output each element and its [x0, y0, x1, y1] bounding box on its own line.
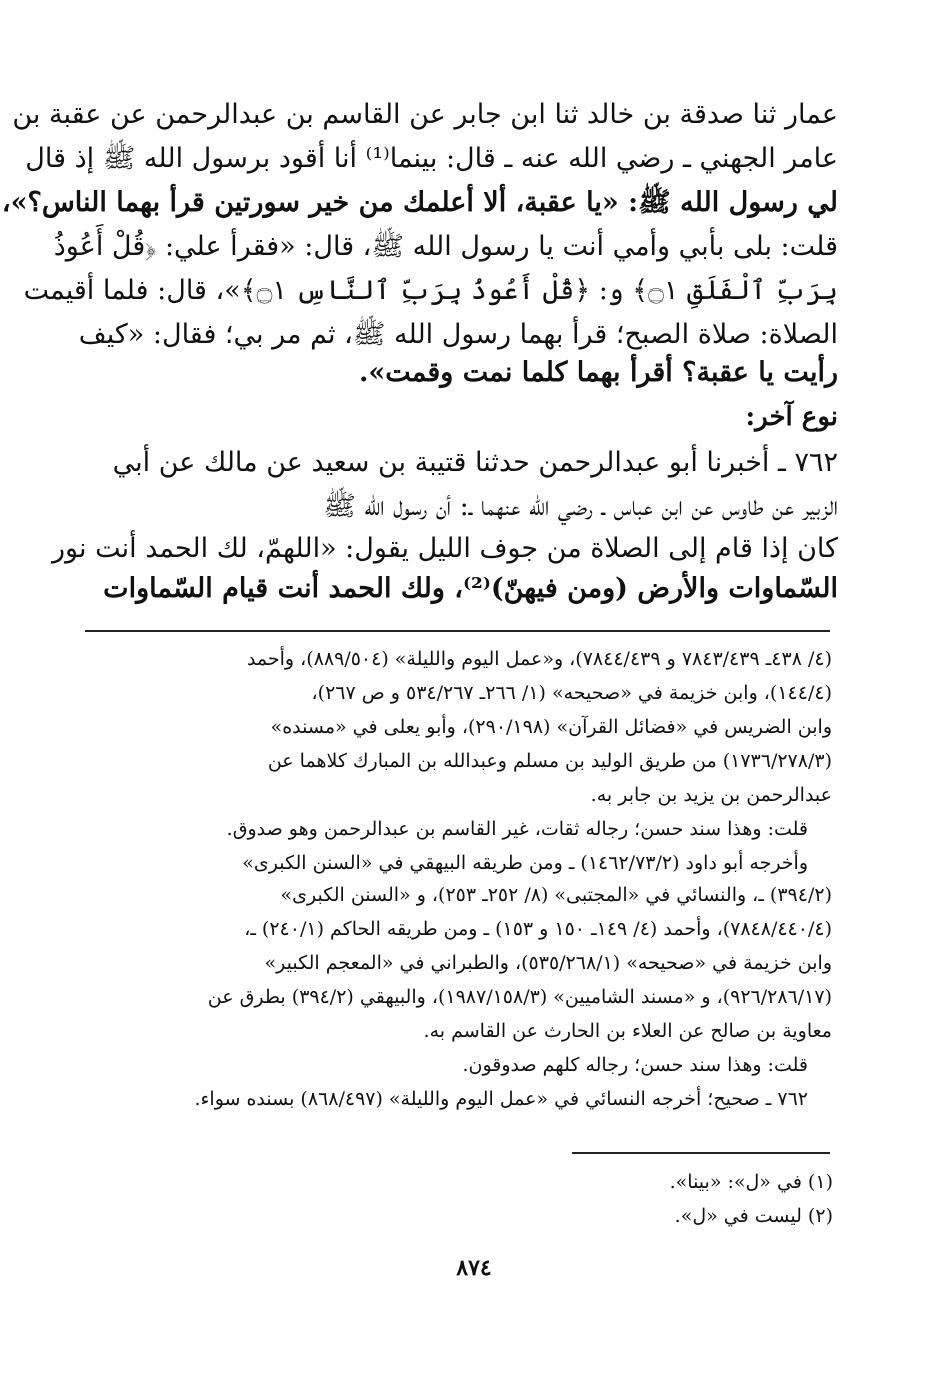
- commentary-line: قلت: وهذا سند حسن؛ رجاله كلهم صدوقون.: [462, 1054, 808, 1076]
- note-line: (٢) ليست في «ل».: [674, 1205, 833, 1227]
- hadith-line: الزبير عن طاوس عن ابن عباس ـ رضي الله عنهما ـ: أن رسول الله ﷺ: [323, 491, 838, 522]
- body-line: الصلاة: صلاة الصبح؛ قرأ بهما رسول الله ﷺ، ثم مر بي؛ فقال: «كيف: [78, 319, 838, 350]
- commentary-line: وأخرجه أبو داود (١٤٦٢/٧٣/٢) ـ ومن طريقه البيهقي في «السنن الكبرى»: [242, 852, 808, 874]
- commentary-line: (١٧٣٦/٢٧٨/٣) من طريق الوليد بن مسلم وعبدالله بن المبارك كلاهما عن: [267, 750, 832, 772]
- commentary-line: ٧٦٢ ـ صحيح؛ أخرجه النسائي في «عمل اليوم والليلة» (٨٦٨/٤٩٧) بسنده سواء.: [194, 1088, 808, 1110]
- page-number: ٨٧٤: [456, 1255, 492, 1281]
- commentary-line: قلت: وهذا سند حسن؛ رجاله ثقات، غير القاسم بن عبدالرحمن وهو صدوق.: [226, 818, 808, 840]
- commentary-line: (٣٩٤/٢) ـ، والنسائي في «المجتبى» (٨/ ٢٥٢ـ ٢٥٣)، و «السنن الكبرى»: [280, 884, 832, 906]
- commentary-line: عبدالرحمن بن يزيد بن جابر به.: [590, 784, 832, 806]
- hadith-line: ٧٦٢ ـ أخبرنا أبو عبدالرحمن حدثنا قتيبة بن سعيد عن مالك عن أبي: [112, 447, 838, 478]
- body-line: عمار ثنا صدقة بن خالد ثنا ابن جابر عن القاسم بن عبدالرحمن عن عقبة بن: [12, 99, 838, 130]
- body-line: رأيت يا عقبة؟ أقرأ بهما كلما نمت وقمت».: [358, 357, 838, 388]
- body-line: قلت: بلى بأبي وأمي أنت يا رسول الله ﷺ، قال: «فقرأ علي: ﴿قُلْ أَعُوذُ: [53, 231, 838, 262]
- commentary-line: (٧٨٤٨/٤٤٠/٤)، وأحمد (٤/ ١٤٩ـ ١٥٠ و ١٥٣) ـ ومن طريقه الحاكم (٢٤٠/١) ـ،: [244, 918, 832, 940]
- commentary-line: (٩٢٦/٢٨٦/١٧)، و «مسند الشاميين» (١٩٨٧/١٥٨/٣)، والبيهقي (٣٩٤/٢) بطرق عن: [207, 986, 832, 1008]
- commentary-line: (٤/ ٤٣٨ـ ٧٨٤٣/٤٣٩ و ٧٨٤٤/٤٣٩)، و«عمل اليوم والليلة» (٨٨٩/٥٠٤)، وأحمد: [246, 648, 832, 670]
- body-line: لي رسول الله ﷺ: «يا عقبة، ألا أعلمك من خير سورتين قرأ بهما الناس؟»،: [1, 187, 838, 218]
- footnote-separator: [85, 630, 830, 632]
- commentary-line: (١٤٤/٤)، وابن خزيمة في «صحيحه» (١/ ٢٦٦ـ ٥٣٤/٢٦٧ و ص ٢٦٧)،: [311, 682, 832, 704]
- body-line: عامر الجهني ـ رضي الله عنه ـ قال: بينما⁽¹⁾ أنا أقود برسول الله ﷺ إذ قال: [25, 143, 838, 174]
- notes-separator: [572, 1152, 830, 1154]
- hadith-line: كان إذا قام إلى الصلاة من جوف الليل يقول: «اللهمّ، لك الحمد أنت نور: [52, 533, 838, 564]
- commentary-line: وابن الضريس في «فضائل القرآن» (٢٩٠/١٩٨)، وأبو يعلى في «مسنده»: [270, 716, 832, 738]
- section-heading: نوع آخر:: [745, 402, 838, 432]
- note-line: (١) في «ل»: «بينا».: [669, 1171, 833, 1193]
- hadith-line: السّماوات والأرض (ومن فيهنّ)⁽²⁾، ولك الحمد أنت قيام السّماوات: [103, 573, 838, 604]
- body-line: بِرَبِّ ٱلْفَلَقِ ۝١﴾ و: ﴿قُلْ أَعُوذُ بِرَبِّ ٱلنَّاسِ ۝١﴾»، قال: فلما أقيمت: [23, 275, 838, 306]
- commentary-line: معاوية بن صالح عن العلاء بن الحارث عن القاسم به.: [423, 1020, 832, 1042]
- commentary-line: وابن خزيمة في «صحيحه» (٥٣٥/٢٦٨/١)، والطبراني في «المعجم الكبير»: [264, 952, 832, 974]
